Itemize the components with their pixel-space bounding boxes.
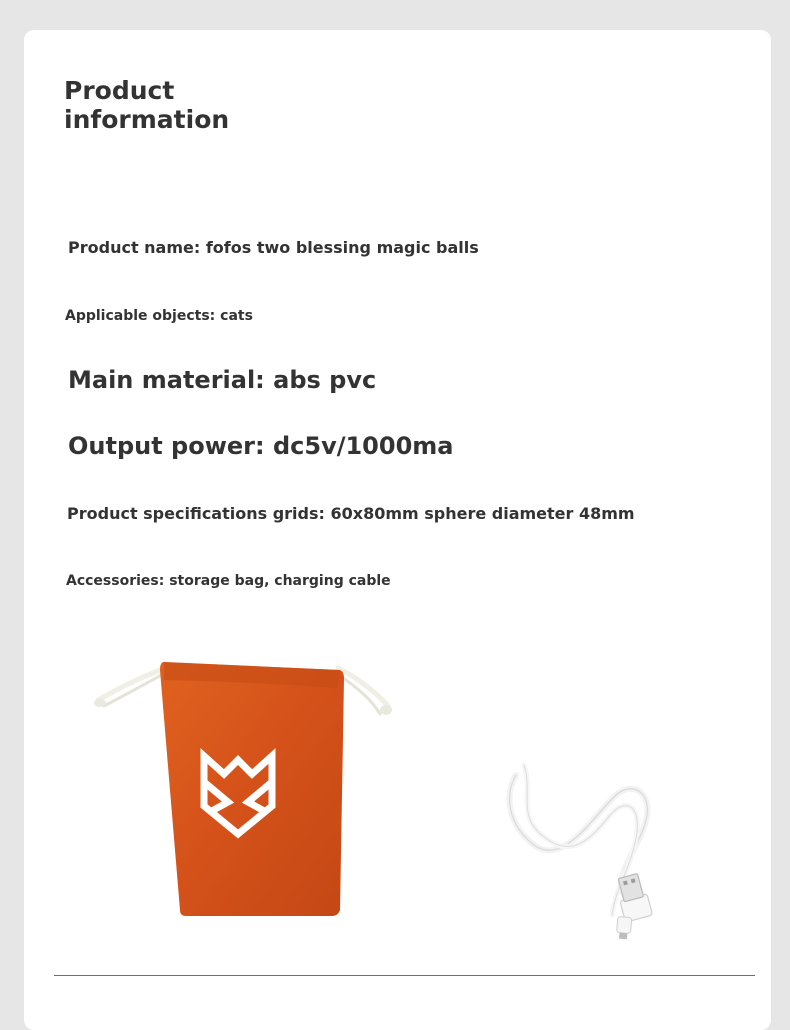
spec-applicable-objects: Applicable objects: cats bbox=[65, 308, 253, 324]
spec-main-material: Main material: abs pvc bbox=[68, 366, 377, 394]
spec-accessories: Accessories: storage bag, charging cable bbox=[66, 573, 391, 589]
storage-bag-icon bbox=[88, 648, 418, 928]
spec-product-name: Product name: fofos two blessing magic balls bbox=[68, 238, 479, 257]
usb-cable-icon bbox=[494, 755, 664, 940]
spec-output-power: Output power: dc5v/1000ma bbox=[68, 432, 454, 460]
divider bbox=[54, 975, 755, 976]
page-title: Product information bbox=[64, 76, 230, 134]
spec-product-specifications: Product specifications grids: 60x80mm sphere diameter 48mm bbox=[67, 504, 635, 523]
product-info-card bbox=[24, 30, 771, 1030]
